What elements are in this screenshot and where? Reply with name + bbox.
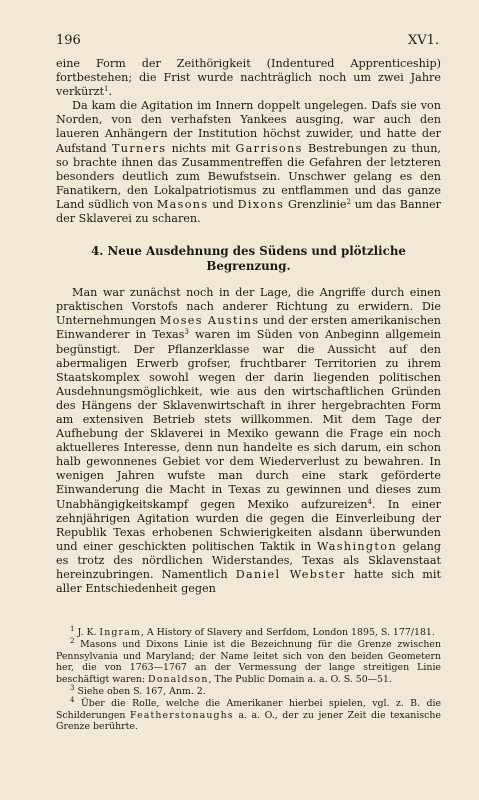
text-run: , The Public Domain a. a. O. S. 50—51. (208, 674, 392, 686)
spaced-name: Moses Austins (159, 314, 260, 328)
text-run: . (108, 85, 113, 99)
text-run: a. a. O., der zu jener Zeit die texanische Grenze berührte. (56, 709, 441, 733)
text-run: waren im Süden von Anbeginn allgemein begünstigt. Der Pflanzerklasse war die Aussicht auf den abermaligen Erwerb grofser, fruchtbarer Territorien zu ihrem Staatskomplex sowohl wegen der darin liegenden politischen Ausdehnungsmöglichkeit, wie aus den wirtschaftlichen Gründen des Hängens der Sklavenwirtschaft in ihrer hergebrachten Form am extensiven Betrieb stets willkommen. Mit dem Tage der Aufhebung der Sklaverei in Mexiko gewann die Frage ein noch aktuelleres Interesse, denn nun handelte es sich darum, ein schon halb gewonnenes Gebiet vor dem Wiederverlust zu bewahren. In wenigen Jahren wufste man durch eine stark geförderte Einwanderung die Macht in Texas zu gewinnen und dieses zum Unabhängigkeitskampf gegen Mexiko aufzureizen (56, 328, 441, 511)
text-run: Bestrebungen zu thun, so brachte ihnen das Zusammentreffen die Gefahren der letzteren besonders deutlich zum Bewufstsein. Unschwer gelang es den Fanatikern, den Lokalpatriotismus zu entflammen und das ganze Land südlich von (56, 141, 441, 211)
text-run: hatte sich mit aller Entschiedenheit gegen (56, 568, 441, 596)
text-run: Siehe oben S. 167, Anm. 2. (74, 685, 206, 697)
spaced-name: Donaldson (148, 674, 209, 686)
spaced-name: Turners (111, 141, 167, 155)
spaced-name: Daniel Webster (235, 568, 346, 581)
text-run: . In einer zehnjährigen Agitation wurden die gegen die Einverleibung der Republik Texas erhobenen Schwierigkeiten alsdann überwunden und einer geschickten politischen Taktik in (56, 497, 442, 553)
spaced-name: Featherstonaughs (129, 709, 234, 721)
spaced-name: Washington (316, 539, 397, 553)
chapter-number: XV1. (407, 33, 439, 48)
footnote-marker: 4 (70, 695, 75, 704)
main-text (56, 57, 441, 596)
footnote-marker: 2 (346, 198, 352, 207)
footnote-marker: 1 (104, 85, 109, 94)
spaced-name: Masons (156, 197, 209, 211)
page-number: 196 (56, 33, 81, 48)
text-run: Da kam die Agitation im Innern doppelt ungelegen. Dafs sie von Norden, von den verhafsten Yankees ausging, war auch den laueren Anhängern der Institution höchst zuwider, und hatte der Aufstand (56, 99, 441, 155)
footnote (56, 686, 441, 698)
footnote (56, 636, 441, 686)
footnote-marker: 3 (184, 328, 189, 337)
text-run: Grenzlinie (284, 197, 347, 211)
text-run: und (208, 197, 238, 211)
footnote-marker: 3 (70, 684, 75, 693)
section-heading: 4. Neue Ausdehnung des Südens und plötzliche Begrenzung. (91, 244, 406, 274)
paragraph (56, 57, 441, 99)
spaced-name: Garrisons (235, 141, 303, 155)
footnote (56, 627, 441, 639)
text-run: eine Form der Zeithörigkeit (Indentured Apprenticeship) fortbestehen; die Frist wurde nachträglich noch um zwei Jahre verkürzt (56, 57, 441, 99)
paragraph (56, 286, 441, 596)
footnote-marker: 1 (70, 625, 75, 634)
text-run: Masons und Dixons Linie ist die Bezeichnung für die Grenze zwischen Pennsylvania und Maryland; der Name leitet sich von den beiden Geometern her, die von 1763—1767 an der Vermessung der lange streitigen Linie beschäftigt waren: (56, 638, 441, 686)
text-run: um das Banner der Sklaverei zu scharen. (56, 197, 442, 226)
spaced-name: Ingram (99, 627, 141, 638)
footnotes (56, 627, 441, 733)
spaced-name: Dixons (237, 197, 285, 211)
text-run: , A History of Slavery and Serfdom, London 1895, S. 177/181. (140, 627, 435, 638)
text-run: nichts mit (166, 141, 236, 155)
text-run: J. K. (74, 627, 100, 638)
running-header (56, 33, 439, 48)
text-run: und der ersten amerikanischen Einwanderer in Texas (56, 314, 441, 342)
footnote-marker: 2 (70, 636, 75, 645)
text-run: Man war zunächst noch in der Lage, die Angriffe durch einen praktischen Vorstofs nach anderer Richtung zu erwidern. Die Unternehmungen (56, 286, 441, 328)
text-run: gelang es trotz des nördlichen Widerstandes, Texas als Sklavenstaat hereinzubringen. Namentlich (56, 539, 441, 581)
footnote-marker: 4 (367, 497, 372, 506)
text-run: Über die Rolle, welche die Amerikaner hierbei spielen, vgl. z. B. die Schilderungen (56, 697, 441, 721)
footnote (56, 695, 441, 733)
paragraph (56, 99, 441, 226)
